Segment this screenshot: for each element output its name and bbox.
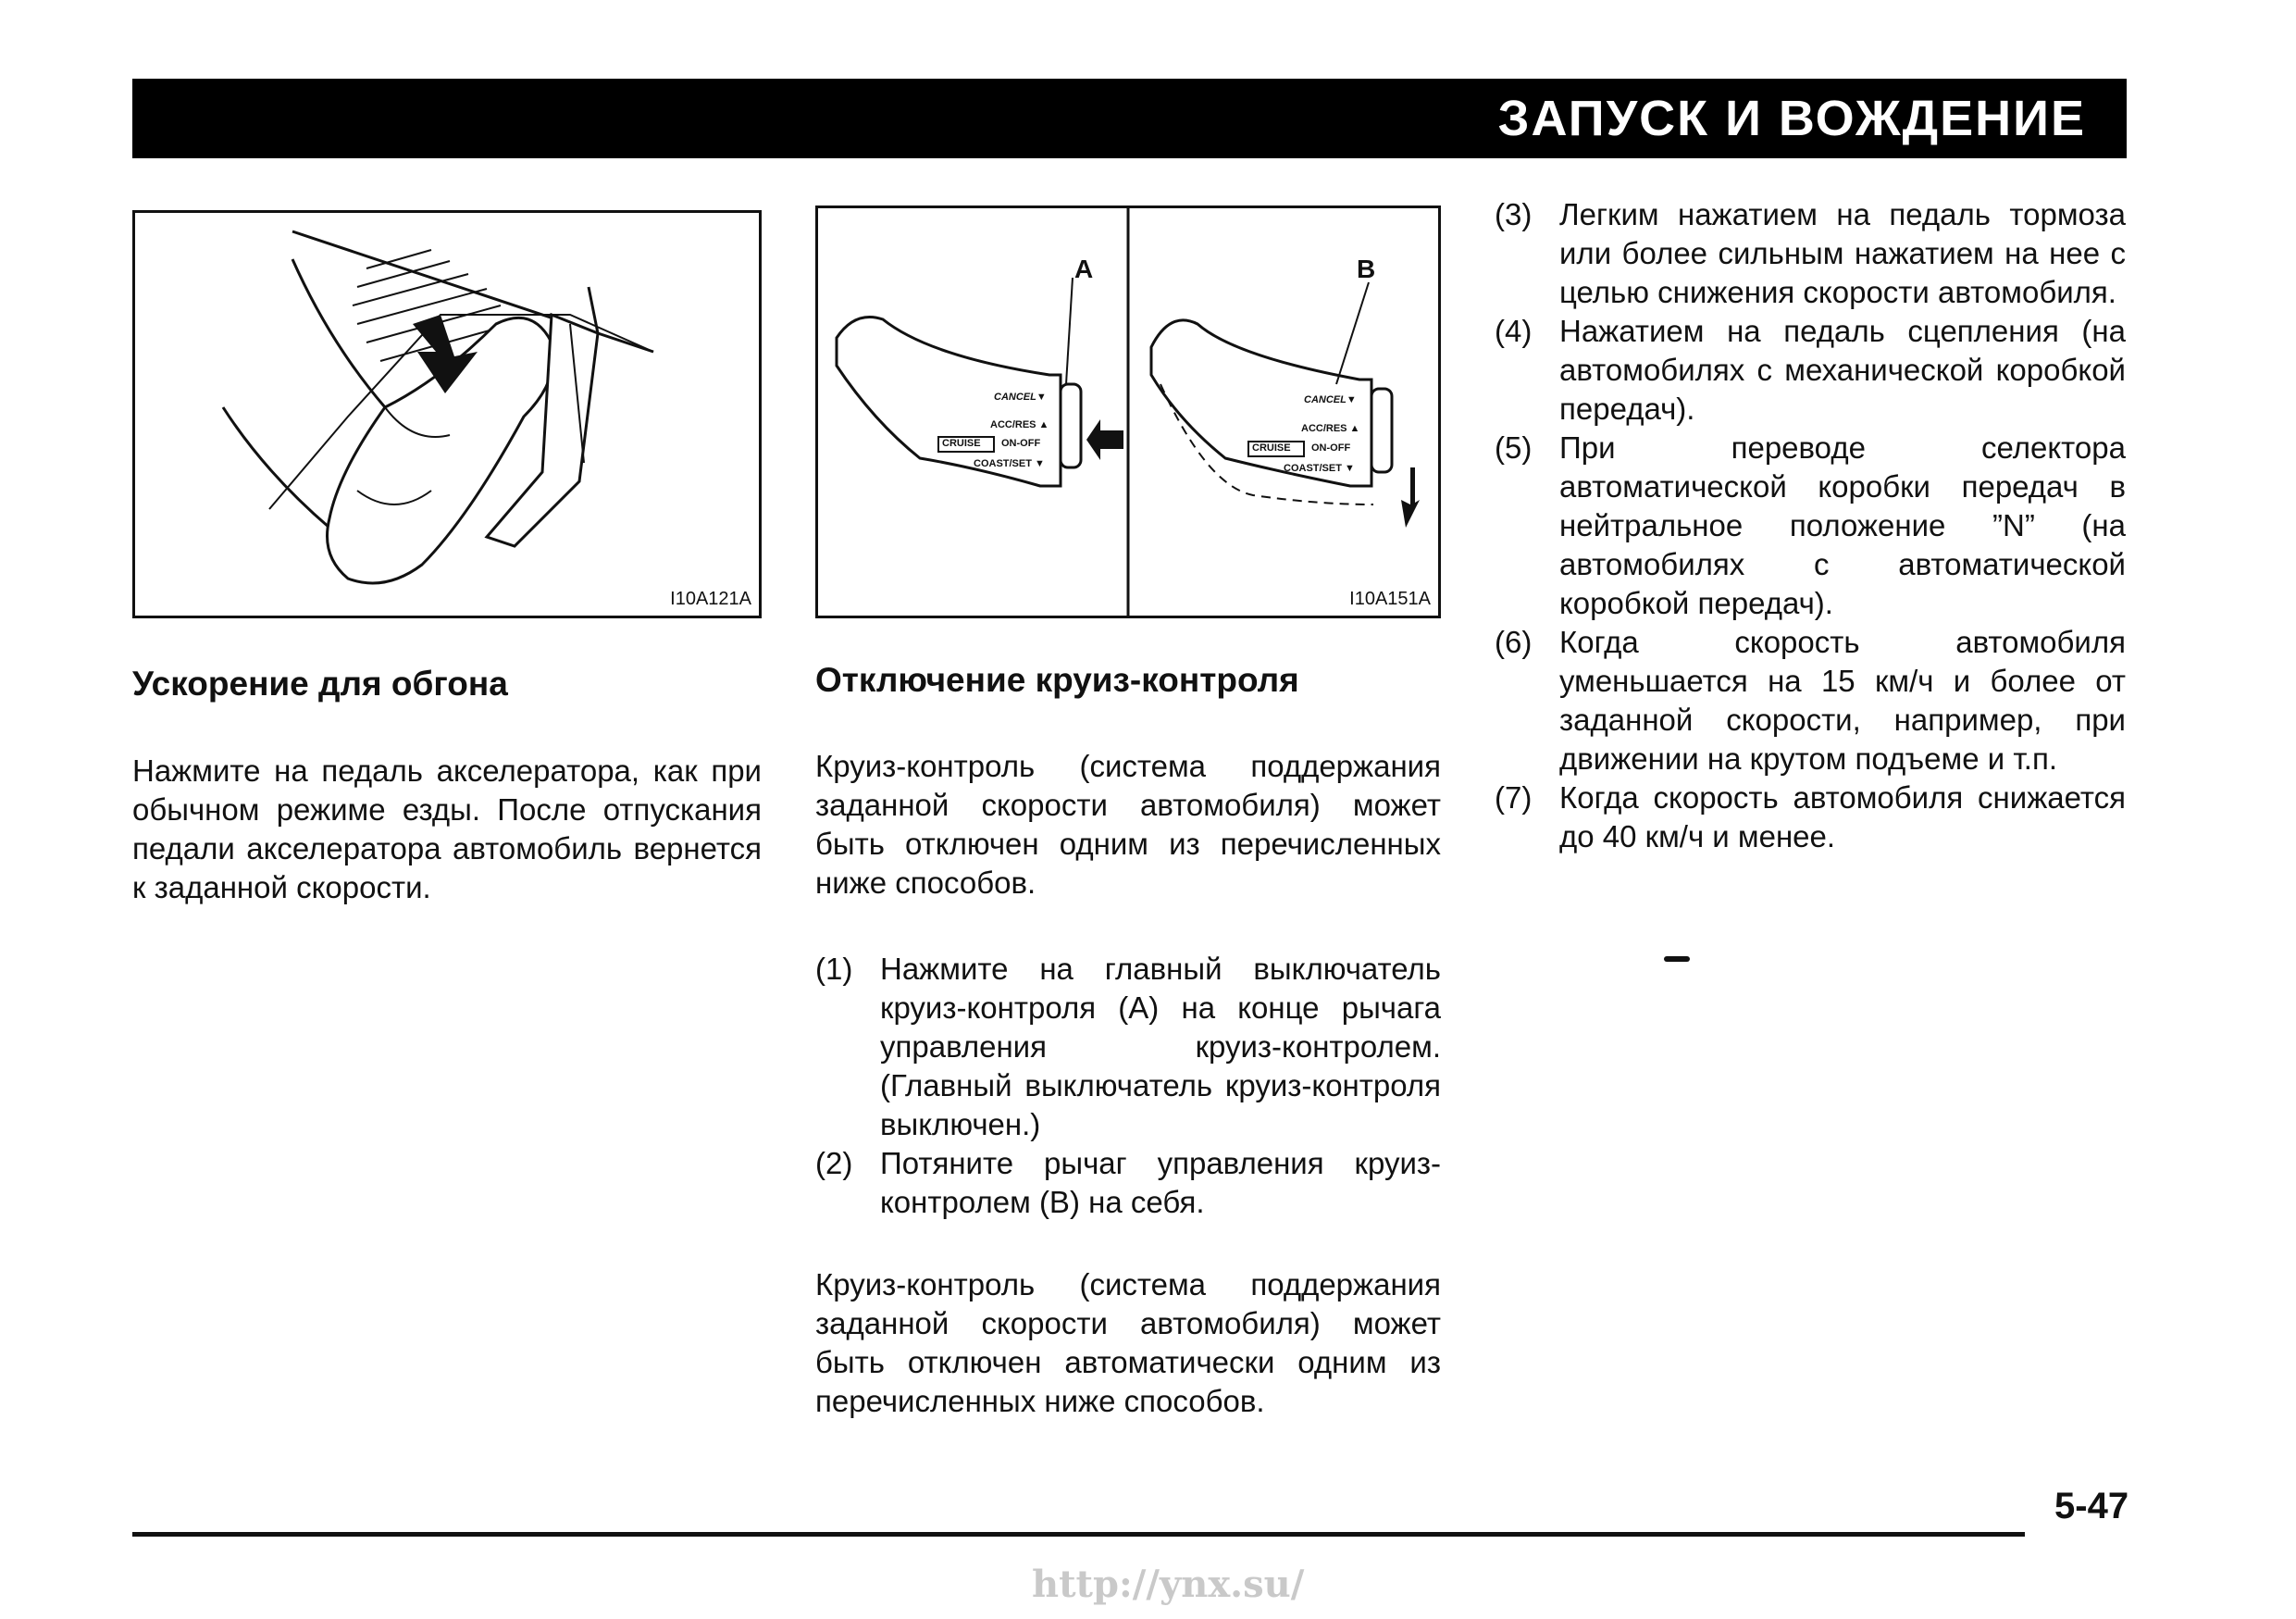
lever-a-coastset: COAST/SET ▼ bbox=[974, 458, 1045, 469]
lever-b-tip bbox=[1371, 389, 1392, 472]
page-number: 5-47 bbox=[2054, 1486, 2129, 1526]
heading-overtake-acceleration: Ускорение для обгона bbox=[132, 665, 508, 703]
figure-accelerator-pedal bbox=[132, 210, 762, 618]
figure-code: I10A151A bbox=[1349, 589, 1431, 609]
paragraph-overtake: Нажмите на педаль акселератора, как при обычном режиме езды. После отпускания педали акселератора автомобиль вернется к заданной скорости. bbox=[132, 753, 762, 904]
pedal-illustration bbox=[135, 213, 759, 616]
watermark: http://ynx.su/ bbox=[1032, 1563, 1305, 1606]
lever-b-onoff: ON-OFF bbox=[1311, 442, 1351, 454]
lever-a-accres: ACC/RES ▲ bbox=[990, 419, 1049, 430]
lever-b-coastset: COAST/SET ▼ bbox=[1284, 463, 1355, 474]
list-item: (2) Потяните рычаг управления круиз-контролем (B) на себя. bbox=[815, 1146, 1441, 1219]
cruise-lever-illustration bbox=[818, 208, 1438, 616]
lever-a-cruise: CRUISE bbox=[942, 438, 981, 449]
lever-b-accres: ACC/RES ▲ bbox=[1301, 423, 1360, 434]
list-item: (1) Нажмите на главный выключатель круиз-контроля (A) на конце рычага управления круиз-контролем. (Главный выключатель круиз-контроля выключен.) bbox=[815, 952, 1441, 1141]
lever-a-onoff: ON-OFF bbox=[1001, 438, 1041, 449]
list-item: (5) При переводе селектора автоматической коробки передач в нейтральное положение ”N” (на автомобилях с автоматической коробкой передач). bbox=[1495, 430, 2126, 620]
heading-cruise-disable: Отключение круиз-контроля bbox=[815, 661, 1299, 699]
list-manual-disable bbox=[815, 950, 1441, 1222]
list-item: (7) Когда скорость автомобиля снижается до 40 км/ч и менее. bbox=[1495, 780, 2126, 853]
lever-a-tip bbox=[1061, 384, 1081, 467]
label-a: A bbox=[1074, 255, 1094, 283]
list-item: (3) Легким нажатием на педаль тормоза или более сильным нажатием на нее с целью снижения скорости автомобиля. bbox=[1495, 197, 2126, 309]
paragraph-cruise-intro: Круиз-контроль (система поддержания заданной скорости автомобиля) может быть отключен одним из перечисленных ниже способов. bbox=[815, 749, 1441, 900]
list-item: (4) Нажатием на педаль сцепления (на автомобилях с механической коробкой передач). bbox=[1495, 314, 2126, 426]
lever-b-cruise: CRUISE bbox=[1252, 442, 1291, 454]
leg-front bbox=[292, 259, 385, 407]
end-mark bbox=[1664, 956, 1690, 962]
label-b: B bbox=[1357, 255, 1376, 283]
figure-cruise-lever bbox=[815, 205, 1441, 618]
leg-back bbox=[223, 407, 329, 528]
footer-rule bbox=[132, 1532, 2025, 1537]
lever-a-cancel: CANCEL▼ bbox=[994, 392, 1047, 403]
list-auto-disable bbox=[1495, 195, 2126, 856]
figure-code: I10A121A bbox=[670, 589, 751, 609]
paragraph-cruise-outro: Круиз-контроль (система поддержания заданной скорости автомобиля) может быть отключен автоматически одним из перечисленных ниже способов. bbox=[815, 1267, 1441, 1418]
section-title: ЗАПУСК И ВОЖДЕНИЕ bbox=[1497, 91, 2086, 146]
pull-arrow-icon bbox=[1401, 467, 1420, 528]
floor-line bbox=[292, 231, 653, 352]
list-item: (6) Когда скорость автомобиля уменьшается на 15 км/ч и более от заданной скорости, например, при движении на крутом подъеме и т.п. bbox=[1495, 625, 2126, 776]
section-header-bar bbox=[132, 79, 2127, 158]
push-arrow-icon bbox=[1086, 419, 1123, 460]
lever-b-cancel: CANCEL▼ bbox=[1304, 394, 1357, 405]
